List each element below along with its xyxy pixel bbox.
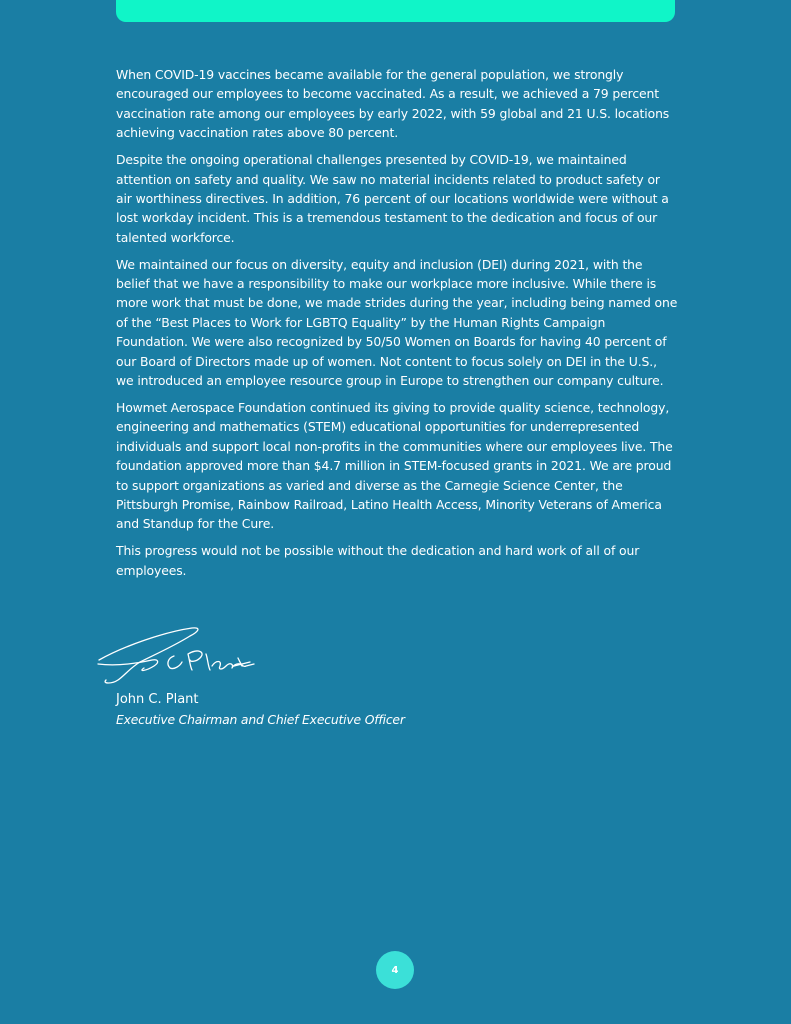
- signer-title: Executive Chairman and Chief Executive Officer: [116, 712, 405, 727]
- paragraph-dei: We maintained our focus on diversity, equity and inclusion (DEI) during 2021, with the belief that we have a responsibility to make our workplace more inclusive. While there is more work that must be done, we made strides during the year, including being named one of the “Best Places to Work for LGBTQ Equality” by the Human Rights Campaign Foundation. We were also recognized by 50/50 Women on Boards for having 40 percent of our Board of Directors made up of women. Not content to focus solely on DEI in the U.S., we introduced an employee resource group in Europe to strengthen our company culture.: [116, 256, 678, 389]
- letter-body: [116, 65, 678, 588]
- page-number: 4: [391, 964, 399, 976]
- page-number-badge: [376, 951, 414, 989]
- paragraph-closing: This progress would not be possible without the dedication and hard work of all of our employees.: [116, 543, 640, 578]
- signer-name: John C. Plant: [116, 692, 199, 707]
- paragraph-safety: Despite the ongoing operational challenges presented by COVID-19, we maintained attention on safety and quality. We saw no material incidents related to product safety or air worthiness directives. In addition, 76 percent of our locations worldwide were without a lost workday incident. This is a tremendous testament to the dedication and focus of our talented workforce.: [116, 152, 669, 245]
- paragraph-vaccination: When COVID-19 vaccines became available for the general population, we strongly encouraged our employees to become vaccinated. As a result, we achieved a 79 percent vaccination rate among our employees by early 2022, with 59 global and 21 U.S. locations achieving vaccination rates above 80 percent.: [116, 67, 670, 141]
- signature-image: [94, 624, 256, 686]
- top-accent-bar: [116, 0, 675, 22]
- paragraph-foundation: Howmet Aerospace Foundation continued its giving to provide quality science, technology, engineering and mathematics (STEM) educational opportunities for underrepresented individuals and support local non-profits in the communities where our employees live. The foundation approved more than $4.7 million in STEM-focused grants in 2021. We are proud to support organizations as varied and diverse as the Carnegie Science Center, the Pittsburgh Promise, Rainbow Railroad, Latino Health Access, Minority Veterans of America and Standup for the Cure.: [116, 400, 673, 532]
